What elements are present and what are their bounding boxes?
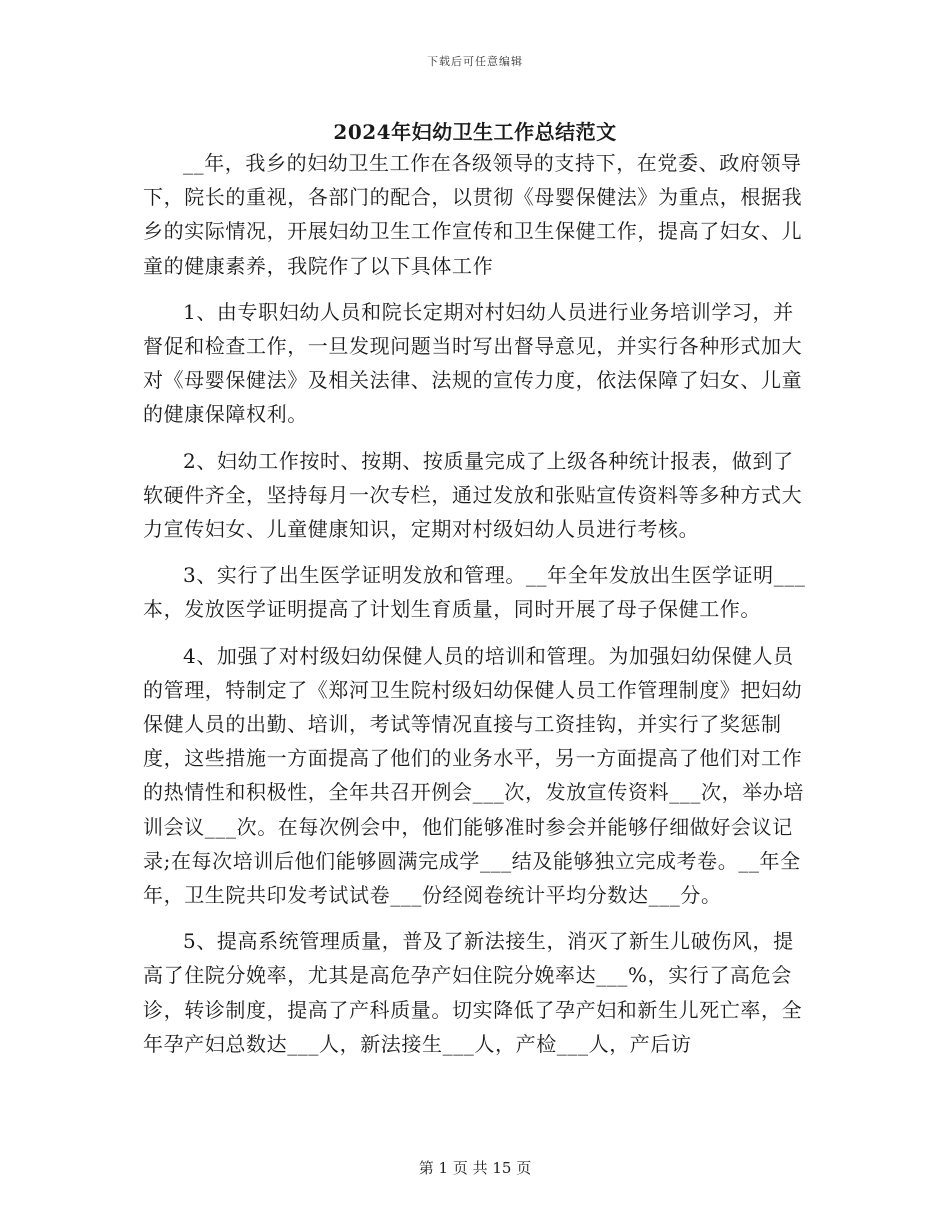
paragraph-item-1: 1、由专职妇幼人员和院长定期对村妇幼人员进行业务培训学习，并督促和检查工作，一旦发现问题当时写出督导意见，并实行各种形式加大对《母婴保健法》及相关法律、法规的宣传力度，依法保障了妇女、儿童的健康保障权利。 <box>143 299 803 427</box>
document-title: 2024年妇幼卫生工作总结范文 <box>333 120 617 144</box>
document-body <box>143 146 807 1061</box>
paragraph-item-3: 3、实行了出生医学证明发放和管理。__年全年发放出生医学证明___本，发放医学证明提高了计划生育质量，同时开展了母子保健工作。 <box>143 563 806 622</box>
paragraph-intro: __年，我乡的妇幼卫生工作在各级领导的支持下，在党委、政府领导下，院长的重视，各部门的配合，以贯彻《母婴保健法》为重点，根据我乡的实际情况，开展妇幼卫生工作宣传和卫生保健工作，提高了妇女、儿童的健康素养，我院作了以下具体工作 <box>143 151 803 278</box>
page-number: 第 1 页 共 15 页 <box>418 1159 532 1177</box>
paragraph-item-2: 2、妇幼工作按时、按期、按质量完成了上级各种统计报表，做到了软硬件齐全，坚持每月一次专栏，通过发放和张贴宣传资料等多种方式大力宣传妇女、儿童健康知识，定期对村级妇幼人员进行考核。 <box>143 448 803 542</box>
paragraph-item-5: 5、提高系统管理质量，普及了新法接生，消灭了新生儿破伤风，提高了住院分娩率，尤其是高危孕产妇住院分娩率达___%，实行了高危会诊，转诊制度，提高了产科质量。切实降低了孕产妇和新生儿死亡率，全年孕产妇总数达___人，新法接生___人，产检___人，产后访 <box>143 929 803 1056</box>
paragraph-item-4: 4、加强了对村级妇幼保健人员的培训和管理。为加强妇幼保健人员的管理，特制定了《郑河卫生院村级妇幼保健人员工作管理制度》把妇幼保健人员的出勤、培训，考试等情况直接与工资挂钩，并实行了奖惩制度，这些措施一方面提高了他们的业务水平，另一方面提高了他们对工作的热情性和积极性，全年共召开例会___次，发放宣传资料___次，举办培训会议___次。在每次例会中，他们能够准时参会并能够仔细做好会议记录;在每次培训后他们能够圆满完成学___结及能够独立完成考卷。__年全年，卫生院共印发考试试卷___份经阅卷统计平均分数达___分。 <box>143 643 804 908</box>
header-note: 下载后可任意编辑 <box>427 55 523 68</box>
